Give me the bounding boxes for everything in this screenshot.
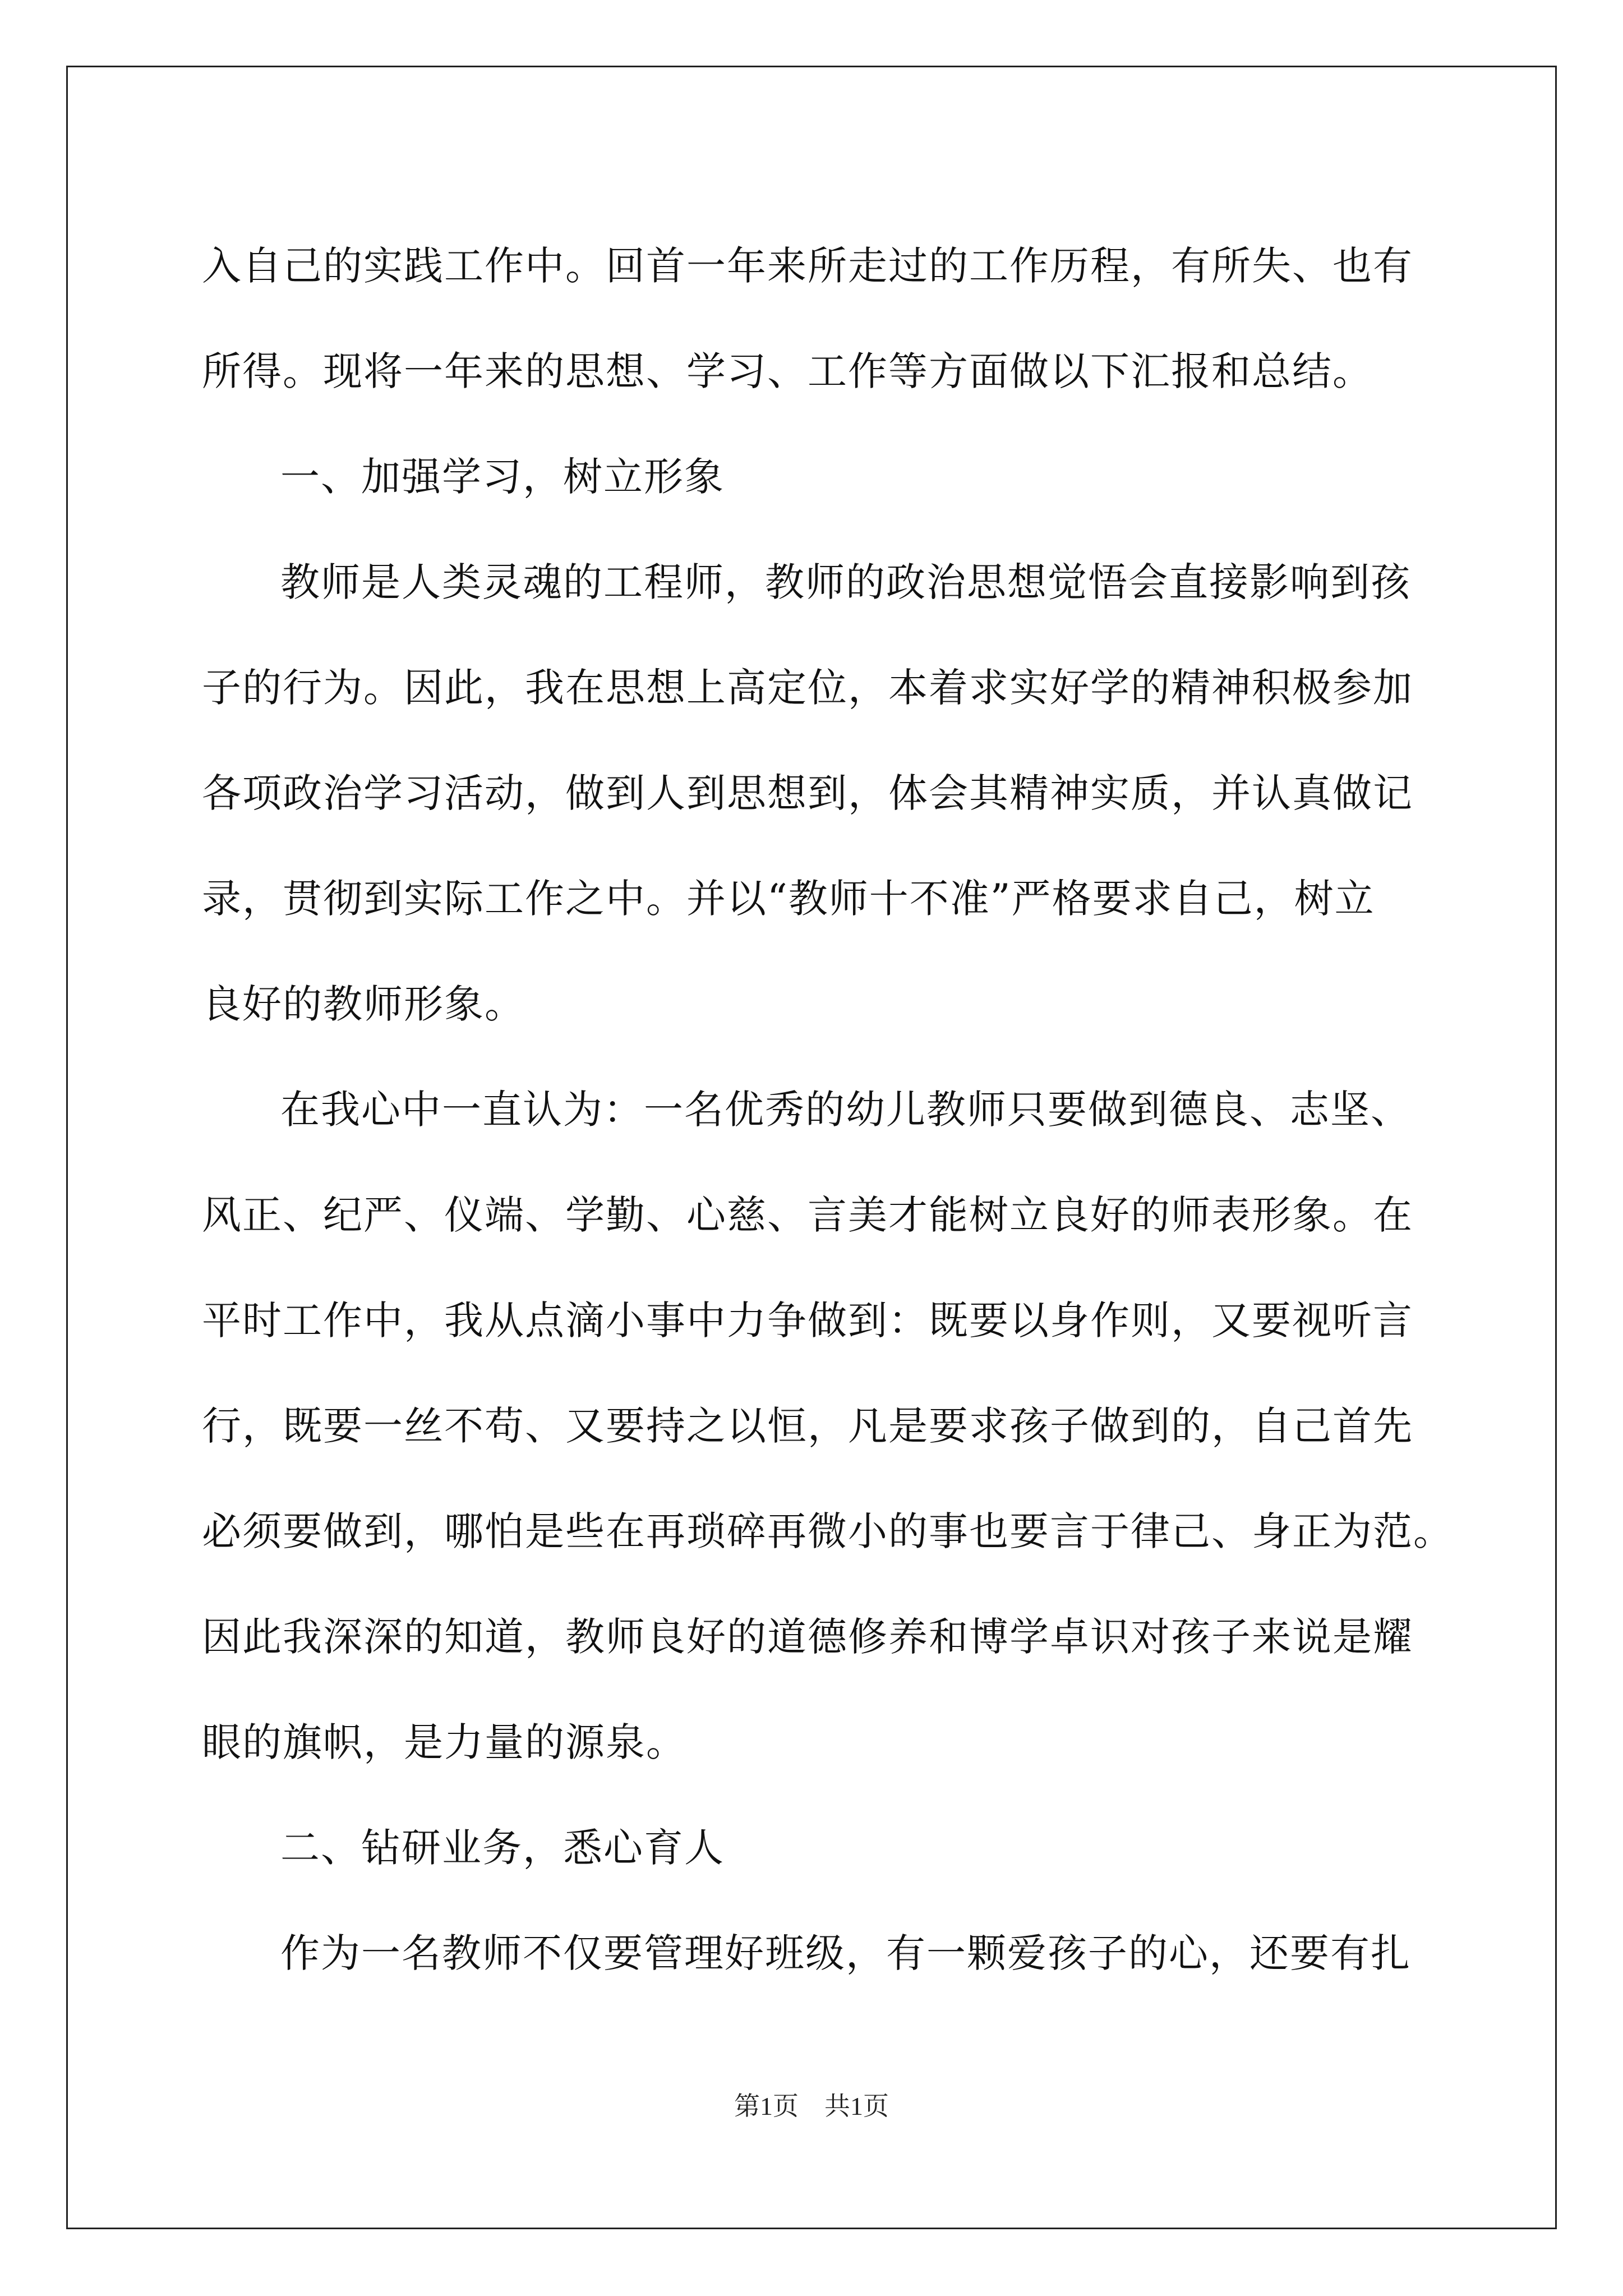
text-line-17: 作为一名教师不仅要管理好班级，有一颗爱孩子的心，还要有扎	[280, 1930, 1411, 1976]
text-line-11: 平时工作中，我从点滴小事中力争做到：既要以身作则，又要视听言	[202, 1297, 1413, 1343]
document-body	[202, 213, 1503, 2006]
text-line-9: 在我心中一直认为：一名优秀的幼儿教师只要做到德良、志坚、	[280, 1087, 1411, 1133]
text-line-12: 行，既要一丝不苟、又要持之以恒，凡是要求孩子做到的，自己首先	[202, 1403, 1413, 1449]
text-line-7: 录，贯彻到实际工作之中。并以“教师十不准”严格要求自己，树立	[202, 876, 1375, 922]
section-heading-1: 一、加强学习，树立形象	[280, 454, 725, 500]
text-line-2: 所得。现将一年来的思想、学习、工作等方面做以下汇报和总结。	[202, 348, 1373, 394]
text-line-14: 因此我深深的知道，教师良好的道德修养和博学卓识对孩子来说是耀	[202, 1614, 1413, 1660]
section-heading-2: 二、钻研业务，悉心育人	[280, 1825, 725, 1871]
page-footer: 第1页 共1页	[734, 2092, 889, 2120]
text-line-10: 风正、纪严、仪端、学勤、心慈、言美才能树立良好的师表形象。在	[202, 1192, 1413, 1238]
text-line-5: 子的行为。因此，我在思想上高定位，本着求实好学的精神积极参加	[202, 665, 1413, 711]
text-line-8: 良好的教师形象。	[202, 981, 525, 1027]
text-line-13: 必须要做到，哪怕是些在再琐碎再微小的事也要言于律己、身正为范。	[202, 1508, 1454, 1554]
text-line-15: 眼的旗帜，是力量的源泉。	[202, 1719, 686, 1765]
text-line-4: 教师是人类灵魂的工程师，教师的政治思想觉悟会直接影响到孩	[280, 559, 1411, 605]
text-line-1: 入自己的实践工作中。回首一年来所走过的工作历程，有所失、也有	[202, 243, 1413, 289]
text-line-6: 各项政治学习活动，做到人到思想到，体会其精神实质，并认真做记	[202, 770, 1413, 816]
